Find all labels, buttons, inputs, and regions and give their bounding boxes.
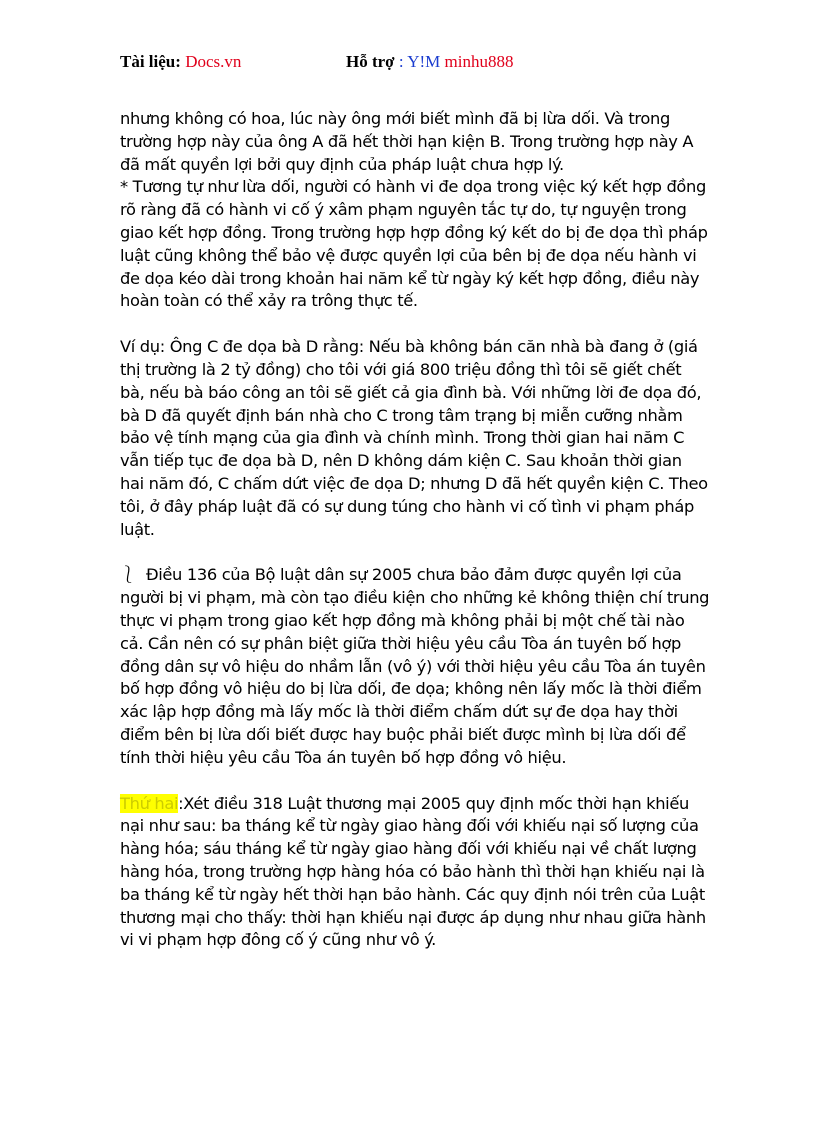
bullet-mark: ⎱ xyxy=(120,565,136,585)
highlighted-heading: Thứ hai xyxy=(120,793,179,813)
header-im-id: minhu888 xyxy=(444,52,514,71)
paragraph-4-text: Điều 136 của Bộ luật dân sự 2005 chưa bảo đảm được quyền lợi của người bị vi phạm, mà còn tạo điều kiện cho những kẻ không thiện chí trung thực vi phạm trong giao kết hợp đồng mà không phải bị một chế tài nào cả. Cần nên có sự phân biệt giữa thời hiệu yêu cầu Tòa án tuyên bố hợp đồng dân sự vô hiệu do nhầm lẫn (vô ý) với thời hiệu yêu cầu Tòa án tuyên bố hợp đồng vô hiệu do bị lừa dối, đe dọa; không nên lấy mốc là thời điểm xác lập hợp đồng mà lấy mốc là thời điểm chấm dứt sự đe dọa hay thời điểm bên bị lừa dối biết được hay buộc phải biết được mình bị lừa dối để tính thời hiệu yêu cầu Tòa án tuyên bố hợp đồng vô hiệu. xyxy=(120,565,710,767)
paragraph-5-text: :Xét điều 318 Luật thương mại 2005 quy định mốc thời hạn khiếu nại như sau: ba tháng kể từ ngày giao hàng đối với khiếu nại số lượng của hàng hóa; sáu tháng kể từ ngày giao hàng đối với khiếu nại về chất lượng hàng hóa, trong trường hợp hàng hóa có bảo hành thì thời hạn khiếu nại là ba tháng kể từ ngày hết thời hạn bảo hành. Các quy định nói trên của Luật thương mại cho thấy: thời hạn khiếu nại được áp dụng như nhau giữa hành vi vi phạm hợp đông cố ý cũng như vô ý. xyxy=(120,793,706,950)
paragraph-gap xyxy=(120,770,710,793)
document-body xyxy=(120,108,710,952)
paragraph-4 xyxy=(120,564,710,769)
paragraph-1: nhưng không có hoa, lúc này ông mới biết mình đã bị lừa dối. Và trong trường hợp này của ông A đã hết thời hạn kiện B. Trong trường hợp này A đã mất quyền lợi bởi quy định của pháp luật chưa hợp lý. xyxy=(120,109,694,174)
paragraph-5 xyxy=(120,793,710,953)
header-im-label: Y!M xyxy=(407,52,441,71)
header-doc-label: Tài liệu xyxy=(120,52,176,71)
header-source xyxy=(120,52,241,72)
paragraph-2: * Tương tự như lừa dối, người có hành vi đe dọa trong việc ký kết hợp đồng rõ ràng đã có hành vi cố ý xâm phạm nguyên tắc tự do, tự nguyện trong giao kết hợp đồng. Trong trường hợp hợp đồng ký kết do bị đe dọa thì pháp luật cũng không thể bảo vệ được quyền lợi của bên bị đe dọa nếu hành vi đe dọa kéo dài trong khoản hai năm kể từ ngày ký kết hợp đồng, điều này hoàn toàn có thể xảy ra trông thực tế. xyxy=(120,177,708,311)
paragraph-gap xyxy=(120,313,710,336)
page-header xyxy=(120,52,720,78)
header-support xyxy=(346,52,513,72)
paragraph-gap xyxy=(120,541,710,564)
paragraph-3-example: Ví dụ: Ông C đe dọa bà D rằng: Nếu bà không bán căn nhà bà đang ở (giá thị trường là 2 tỷ đồng) cho tôi với giá 800 triệu đồng thì tôi sẽ giết chết bà, nếu bà báo công an tôi sẽ giết cả gia đình bà. Với những lời đe dọa đó, bà D đã quyết định bán nhà cho C trong tâm trạng bị miễn cưỡng nhằm bảo vệ tính mạng của gia đình và chính mình. Trong thời gian hai năm C vẫn tiếp tục đe dọa bà D, nên D không dám kiện C. Sau khoản thời gian hai năm đó, C chấm dứt việc đe dọa D; nhưng D đã hết quyền kiện C. Theo tôi, ở đây pháp luật đã có sự dung túng cho hành vi cố tình vi phạm pháp luật. xyxy=(120,337,708,539)
header-support-sep: : xyxy=(394,52,408,71)
header-site-link[interactable]: Docs.vn xyxy=(185,52,242,71)
header-doc-sep: : xyxy=(175,52,186,71)
header-support-label: Hỗ trợ xyxy=(346,52,395,71)
